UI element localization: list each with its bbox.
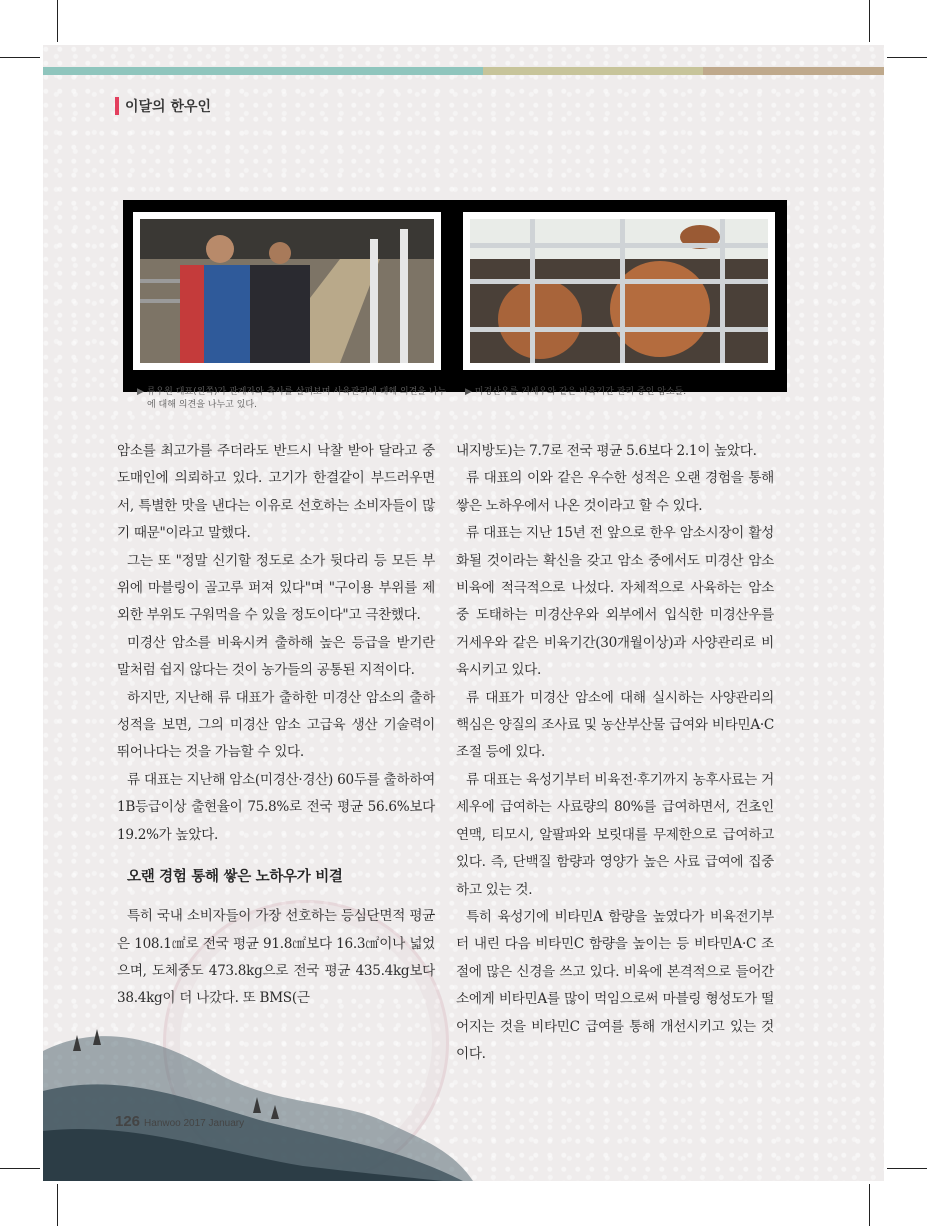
paragraph: 류 대표의 이와 같은 우수한 성적은 오랜 경험을 통해 쌓은 노하우에서 나온 것이라고 할 수 있다. bbox=[456, 470, 774, 514]
paragraph: 특히 육성기에 비타민A 함량을 높였다가 비육전기부터 내린 다음 비타민C 함량을 높이는 등 비타민A·C 조절에 많은 신경을 쓰고 있다. 비육에 본격적으로 들어간 소에게 비타민A를 많이 먹임으로써 마블링 형성도가 떨어지는 것을 비타민C 급여를 통해 개선시키고 있는 것이다. bbox=[456, 908, 774, 1062]
cattle-photo bbox=[470, 219, 768, 363]
paragraph: 류 대표가 미경산 암소에 대해 실시하는 사양관리의 핵심은 양질의 조사료 및 농산부산물 급여와 비타민A·C 조절 등에 있다. bbox=[456, 689, 774, 761]
paragraph: 암소를 최고가를 주더라도 반드시 낙찰 받아 달라고 중도매인에 의뢰하고 있다. 고기가 한결같이 부드러우면서, 특별한 맛을 낸다는 이유로 선호하는 소비자들이 많기 때문"이라고 말했다. bbox=[117, 443, 435, 542]
caption-left-line1: ▶ 류우원 대표(왼쪽)가 관계자와 축사를 살펴보며 사육관리에 대해 의견을 나누 bbox=[137, 387, 447, 397]
crop-mark bbox=[0, 1168, 40, 1169]
crop-mark bbox=[57, 1184, 58, 1226]
crop-mark bbox=[869, 1184, 870, 1226]
crop-mark bbox=[887, 1168, 927, 1169]
paragraph: 류 대표는 육성기부터 비육전·후기까지 농후사료는 거세우에 급여하는 사료량의 80%를 급여하면서, 건초인 연맥, 티모시, 알팔파와 보릿대를 무제한으로 급여하고 있다. 즉, 단백질 함량과 영양가 높은 사료 급여에 집중하고 있는 것. bbox=[456, 771, 774, 898]
crop-mark bbox=[869, 0, 870, 42]
section-label bbox=[115, 97, 211, 117]
top-bar-teal bbox=[43, 67, 483, 75]
section-marker bbox=[115, 97, 119, 115]
publication-name: Hanwoo 2017 January bbox=[144, 1118, 245, 1129]
mountain-landscape-decoration bbox=[43, 1011, 473, 1181]
caption-right-text: ▶ 미경산우를 거세우와 같은 비육기간 관리 중인 암소들. bbox=[465, 387, 687, 397]
paragraph: 류 대표는 지난 15년 전 앞으로 한우 암소시장이 활성화될 것이라는 확신을 갖고 암소 중에서도 미경산 암소 비육에 적극적으로 나섰다. 자체적으로 사육하는 암소 중 도태하는 미경산우와 외부에서 입식한 미경산우를 거세우와 같은 비육기간(30개월이상)과 사양관리로 비육시키고 있다. bbox=[456, 525, 774, 679]
paragraph: 특히 국내 소비자들이 가장 선호하는 등심단면적 평균은 108.1㎠로 전국 평균 91.8㎠보다 16.3㎠이나 넓었으며, 도체중도 473.8kg으로 전국 평균 435.4kg보다 38.4kg이 더 나갔다. 또 BMS(근 bbox=[117, 908, 435, 1007]
caption-left-line2: 에 대해 의견을 나누고 있다. bbox=[147, 400, 257, 410]
magazine-page bbox=[43, 45, 884, 1181]
crop-mark bbox=[57, 0, 58, 42]
top-bar-tan bbox=[703, 67, 884, 75]
photo-left bbox=[133, 212, 441, 370]
article-right-column bbox=[456, 438, 774, 1068]
article-subheading: 오랜 경험 통해 쌓은 노하우가 비결 bbox=[127, 869, 343, 886]
article-left-column bbox=[117, 438, 435, 1013]
section-label-text: 이달의 한우인 bbox=[125, 99, 212, 115]
page-number: 126 bbox=[115, 1113, 141, 1130]
crop-mark bbox=[0, 57, 40, 58]
photo-caption-left bbox=[137, 386, 447, 412]
photo-right bbox=[463, 212, 775, 370]
barn-people-photo bbox=[140, 219, 434, 363]
paragraph: 그는 또 "정말 신기할 정도로 소가 뒷다리 등 모든 부위에 마블링이 골고루 퍼져 있다"며 "구이용 부위를 제외한 부위도 구워먹을 수 있을 정도이다"고 극찬했다. bbox=[117, 552, 435, 624]
paragraph: 미경산 암소를 비육시켜 출하해 높은 등급을 받기란 말처럼 쉽지 않다는 것이 농가들의 공통된 지적이다. bbox=[117, 634, 435, 679]
photo-strip bbox=[123, 200, 787, 392]
paragraph: 류 대표는 지난해 암소(미경산·경산) 60두를 출하하여 1B등급이상 출현율이 75.8%로 전국 평균 56.6%보다 19.2%가 높았다. bbox=[117, 771, 435, 843]
paragraph: 내지방도)는 7.7로 전국 평균 5.6보다 2.1이 높았다. bbox=[456, 443, 757, 459]
photo-caption-right bbox=[465, 386, 765, 399]
paragraph: 하지만, 지난해 류 대표가 출하한 미경산 암소의 출하성적을 보면, 그의 미경산 암소 고급육 생산 기술력이 뛰어나다는 것을 가늠할 수 있다. bbox=[117, 689, 435, 761]
top-bar-olive bbox=[483, 67, 703, 75]
crop-mark bbox=[887, 57, 927, 58]
page-footer bbox=[115, 1113, 244, 1131]
